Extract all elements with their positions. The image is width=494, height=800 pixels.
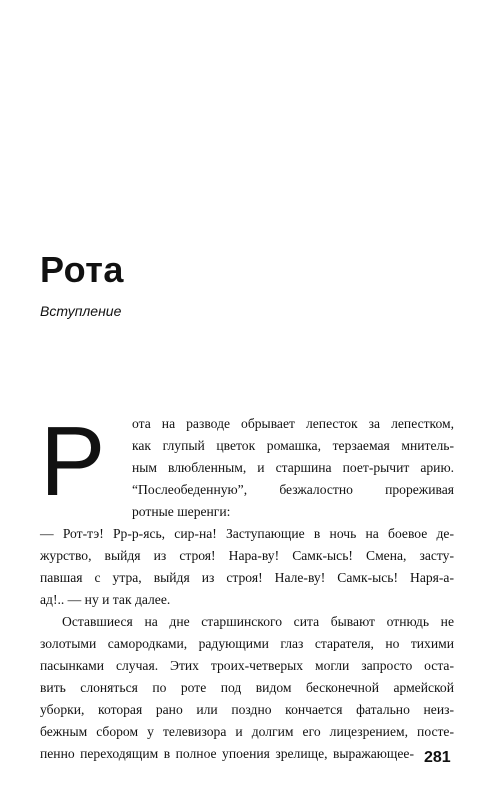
body-text-line: пасынками случая. Этих троих-четверых могли запросто оста- — [40, 658, 454, 673]
drop-cap-letter: Р — [40, 406, 106, 516]
body-text-line: как глупый цветок ромашка, терзаемая мнитель- — [132, 438, 454, 453]
body-text-line: павшая с утра, выйдя из строя! Нале-ву! Самк-ысь! Наря-а- — [40, 570, 454, 585]
body-text-line: — Рот-тэ! Рр-р-ясь, сир-на! Заступающие в ночь на боевое де- — [40, 526, 454, 541]
body-text-line: ад!.. — ну и так далее. — [40, 592, 171, 607]
body-text-line: бежным сбором у телевизора и долгим его лицезрением, посте- — [40, 724, 454, 739]
body-text-line: “Послеобеденную”, безжалостно прореживая — [132, 482, 454, 497]
body-text-line: вить слоняться по роте под видом бесконечной армейской — [40, 680, 454, 695]
chapter-subtitle: Вступление — [40, 303, 122, 319]
body-text-line: золотыми самородками, радующими глаз старателя, но тихими — [40, 636, 454, 651]
body-text-line: уборки, которая рано или поздно кончается фатально неиз- — [40, 702, 454, 717]
body-text-line: ным влюбленным, и старшина поет-рычит арию. — [132, 460, 454, 475]
body-text-line: Оставшиеся на дне старшинского сита бывают отнюдь не — [62, 614, 454, 629]
body-text-line: ота на разводе обрывает лепесток за лепестком, — [132, 416, 454, 431]
chapter-title: Рота — [40, 249, 124, 290]
page-number: 281 — [424, 749, 451, 766]
body-text-line: журство, выйдя из строя! Нара-ву! Самк-ысь! Смена, засту- — [40, 548, 454, 563]
body-text-line: ротные шеренги: — [132, 504, 231, 519]
body-text-line: пенно переходящим в полное упоения зрелище, выражающее- — [40, 746, 414, 761]
